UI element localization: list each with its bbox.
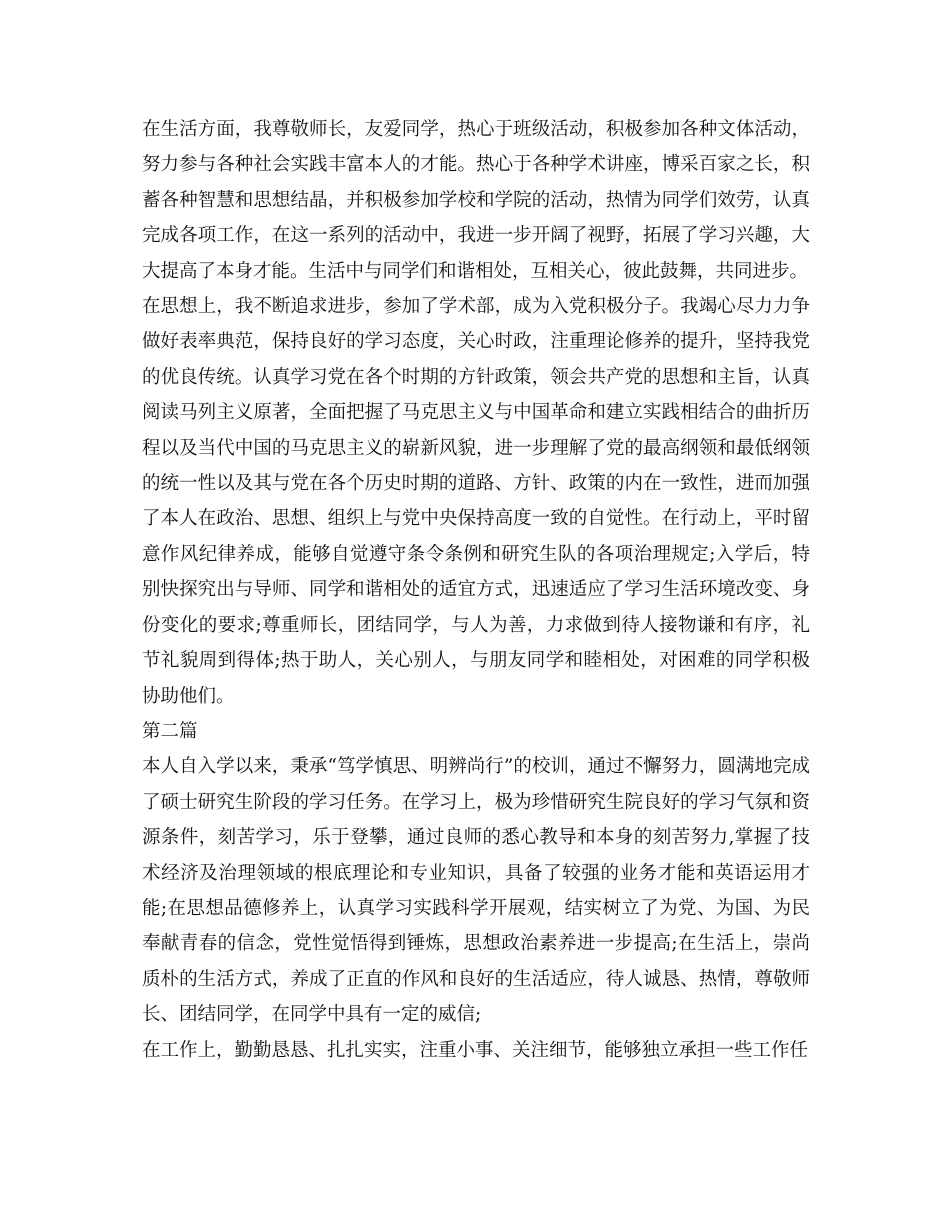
paragraph-thought: 在思想上，我不断追求进步，参加了学术部，成为入党积极分子。我竭心尽力力争做好表率典范，保持良好的学习态度，关心时政，注重理论修养的提升，坚持我党的优良传统。认真学习党在各个时期的方针政策，领会共产党的思想和主旨，认真阅读马列主义原著，全面把握了马克思主义与中国革命和建立实践相结合的曲折历程以及当代中国的马克思主义的崭新风貌，进一步理解了党的最高纲领和最低纲领的统一性以及其与党在各个历史时期的道路、方针、政策的内在一致性，进而加强了本人在政治、思想、组织上与党中央保持高度一致的自觉性。在行动上，平时留意作风纪律养成，能够自觉遵守条令条例和研究生队的各项治理规定;入学后，特别快探究出与导师、同学和谐相处的适宜方式，迅速适应了学习生活环境改变、身份变化的要求;尊重师长，团结同学，与人为善，力求做到待人接物谦和有序，礼节礼貌周到得体;热于助人，关心别人，与朋友同学和睦相处，对困难的同学积极协助他们。 bbox=[142, 296, 810, 707]
document-body bbox=[142, 112, 810, 1068]
paragraph-life: 在生活方面，我尊敬师长，友爱同学，热心于班级活动，积极参加各种文体活动，努力参与各种社会实践丰富本人的才能。热心于各种学术讲座，博采百家之长，积蓄各种智慧和思想结晶，并积极参加学校和学院的活动，热情为同学们效劳，认真完成各项工作，在这一系列的活动中，我进一步开阔了视野，拓展了学习兴趣，大大提高了本身才能。生活中与同学们和谐相处，互相关心，彼此鼓舞，共同进步。 bbox=[142, 119, 810, 282]
section-heading: 第二篇 bbox=[142, 720, 198, 742]
paragraph-study: 本人自入学以来，秉承“笃学慎思、明辨尚行”的校训，通过不懈努力，圆满地完成了硕士研究生阶段的学习任务。在学习上，极为珍惜研究生院良好的学习气氛和资源条件，刻苦学习，乐于登攀，通过良师的悉心教导和本身的刻苦努力,掌握了技术经济及治理领域的根底理论和专业知识，具备了较强的业务才能和英语运用才能;在思想品德修养上，认真学习实践科学开展观，结实树立了为党、为国、为民奉献青春的信念，党性觉悟得到锤炼，思想政治素养进一步提高;在生活上，崇尚质朴的生活方式，养成了正直的作风和良好的生活适应，待人诚恳、热情，尊敬师长、团结同学，在同学中具有一定的威信; bbox=[142, 756, 810, 1026]
paragraph-work: 在工作上，勤勤恳恳、扎扎实实，注重小事、关注细节，能够独立承担一些工作任 bbox=[142, 1039, 809, 1061]
